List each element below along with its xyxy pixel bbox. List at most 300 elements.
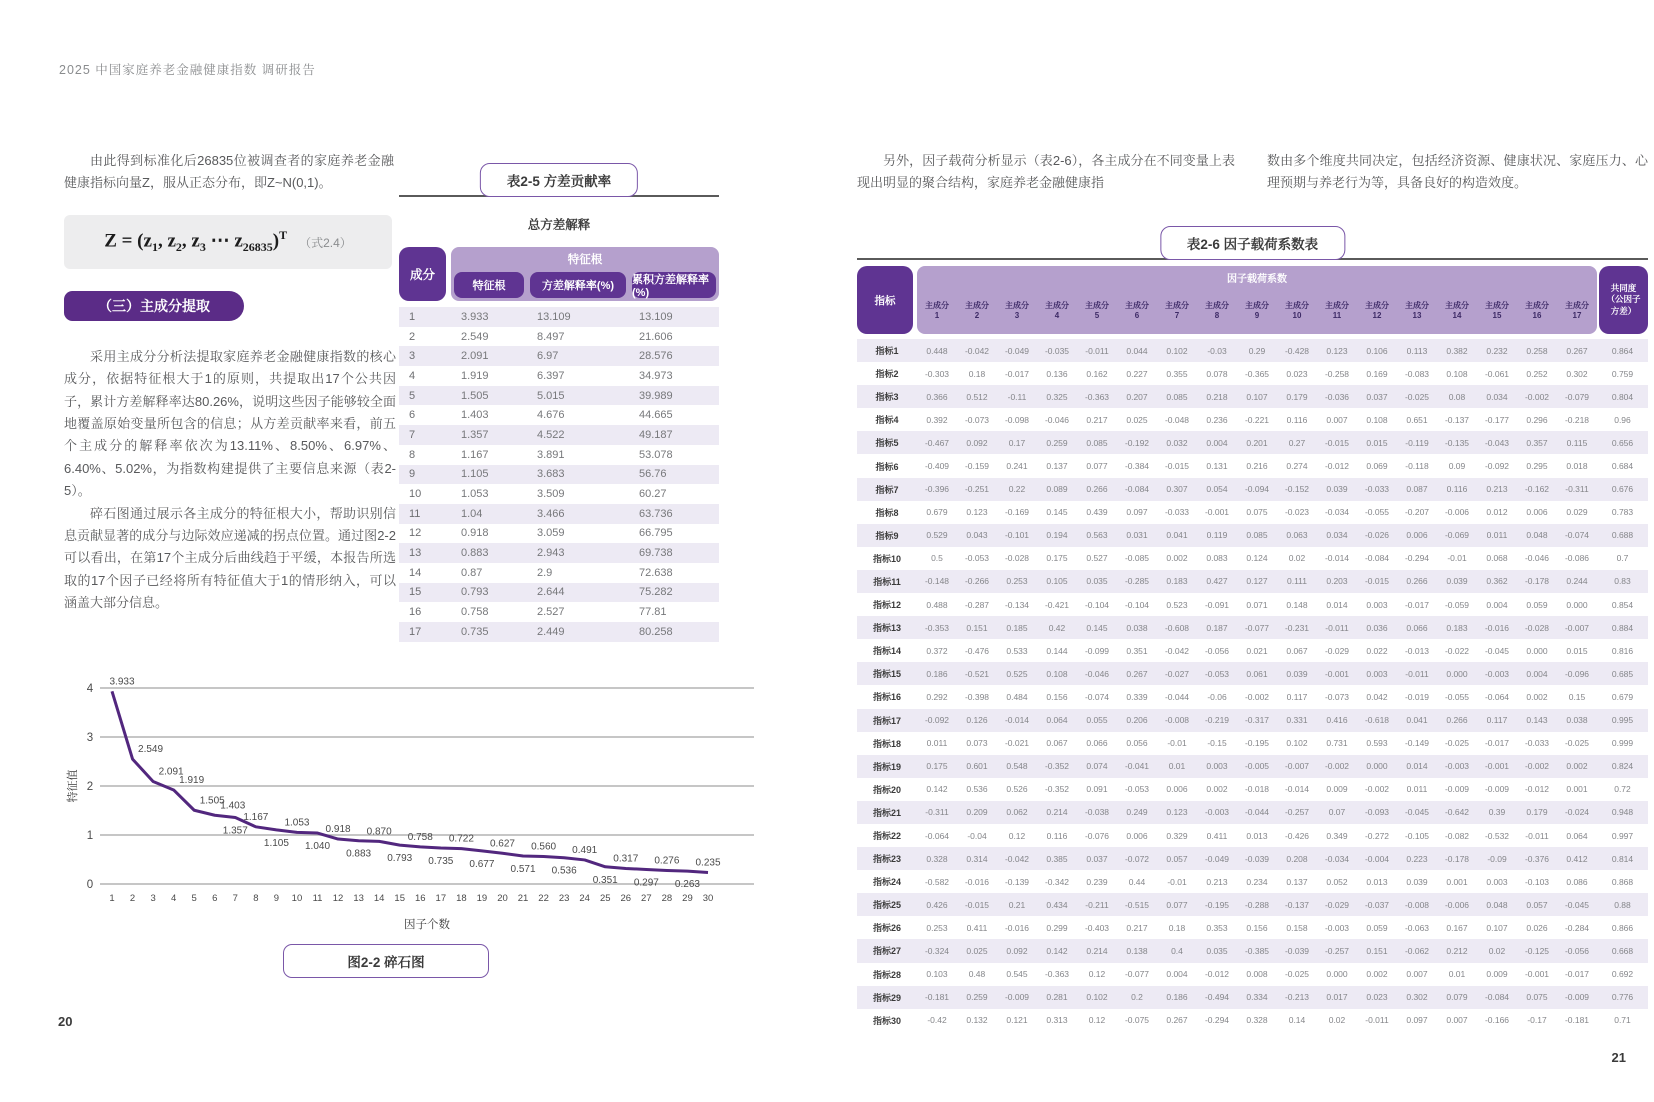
table-cell: 0.525 [1006, 668, 1028, 679]
x-tick-label: 22 [538, 893, 549, 904]
table-cell: 0.142 [1046, 945, 1068, 956]
table-cell: 1.357 [461, 428, 489, 441]
row-label: 指标10 [872, 553, 901, 564]
table-cell: 0.007 [1326, 414, 1348, 425]
table-cell: -0.017 [1404, 599, 1430, 610]
table-cell: 0.108 [1366, 414, 1388, 425]
table-cell: -0.119 [1405, 437, 1429, 448]
table-cell: 0.214 [1086, 945, 1108, 956]
table-2-5-body [399, 307, 719, 642]
table-cell: 0.434 [1046, 899, 1068, 910]
table-cell: -0.467 [924, 437, 950, 448]
table-cell: -0.037 [1364, 899, 1390, 910]
table-cell: -0.476 [964, 645, 990, 656]
x-tick-label: 8 [253, 893, 259, 904]
table-row [857, 454, 1648, 477]
table-cell: 0.328 [1246, 1015, 1268, 1026]
table-cell: -0.363 [1044, 969, 1070, 980]
table-row [857, 824, 1648, 847]
table-cell: 0.151 [1366, 945, 1388, 956]
table-2-5 [399, 163, 719, 642]
y-tick-label: 0 [86, 879, 94, 891]
table-row [857, 916, 1648, 939]
table-cell: 0.011 [926, 738, 948, 749]
table-cell: -0.073 [964, 414, 990, 425]
table-row [857, 570, 1648, 593]
table-cell: 0.074 [1086, 761, 1108, 772]
table-cell: 0.12 [1088, 969, 1106, 980]
table-cell: 0.029 [1566, 507, 1588, 518]
table-cell: 0.213 [1486, 484, 1508, 495]
table-cell: 0.27 [1288, 437, 1306, 448]
table-cell: -0.082 [1444, 830, 1470, 841]
running-header: 2025 中国家庭养老金融健康指数 调研报告 [59, 63, 316, 77]
table-cell: 0.018 [1566, 461, 1588, 472]
table-cell: -0.085 [1124, 553, 1150, 564]
table-cell: 0.116 [1286, 414, 1308, 425]
table-cell: 0.156 [1246, 922, 1268, 933]
table-cell: -0.033 [1164, 507, 1190, 518]
row-label: 指标25 [872, 900, 901, 911]
table-cell: 0.044 [1126, 345, 1148, 356]
table-cell: 0.136 [1046, 368, 1068, 379]
table-cell: 0.241 [1006, 461, 1028, 472]
table-cell: 8 [409, 448, 416, 461]
table-cell: 0.011 [1486, 530, 1508, 541]
table-cell: 0.059 [1526, 599, 1548, 610]
table-cell: 0.351 [1126, 645, 1148, 656]
table-row [857, 732, 1648, 755]
table-cell: 0.071 [1246, 599, 1268, 610]
table-cell: -0.035 [1044, 345, 1070, 356]
table-cell: -0.034 [1324, 507, 1350, 518]
x-tick-label: 3 [150, 893, 156, 904]
row-label: 指标7 [875, 484, 899, 495]
table-row [857, 986, 1648, 1009]
table-row [399, 484, 719, 504]
x-tick-label: 18 [456, 893, 467, 904]
table-cell: -0.045 [1564, 899, 1590, 910]
column-header-component-4: 主成分4 [1045, 301, 1069, 320]
table-cell: -0.017 [1004, 368, 1030, 379]
table-cell: -0.014 [1004, 715, 1030, 726]
table-cell: -0.294 [1204, 1015, 1230, 1026]
table-cell: 1.04 [461, 507, 483, 520]
table-cell: 63.736 [639, 507, 673, 520]
table-cell: 0.003 [1366, 668, 1388, 679]
table-cell: 0.041 [1166, 530, 1188, 541]
table-cell: 0.266 [1446, 715, 1468, 726]
table-cell: -0.218 [1564, 414, 1590, 425]
table-cell: -0.137 [1284, 899, 1310, 910]
row-label: 指标17 [872, 715, 901, 726]
table-cell: -0.426 [1284, 830, 1310, 841]
table-cell: 0.392 [926, 414, 948, 425]
table-cell: 2.549 [461, 330, 489, 343]
right-column-2 [1267, 150, 1648, 195]
point-value-label: 0.276 [654, 855, 680, 867]
point-value-label: 2.091 [158, 766, 184, 778]
table-cell: -0.342 [1044, 876, 1070, 887]
table-2-6-title: 表2-6 因子载荷系数表 [1160, 226, 1345, 260]
table-cell: 0.011 [1406, 784, 1428, 795]
table-cell: -0.01 [1167, 738, 1187, 749]
table-cell: 0.158 [1286, 922, 1308, 933]
table-cell: 0.593 [1366, 738, 1388, 749]
column-header-component-17: 主成分17 [1565, 301, 1589, 320]
table-cell: 0.013 [1246, 830, 1268, 841]
table-2-5-subtitle: 总方差解释 [527, 218, 591, 232]
row-label: 指标15 [872, 669, 901, 680]
table-cell: 0.015 [1366, 437, 1388, 448]
table-row [857, 431, 1648, 454]
table-cell: 0.232 [1486, 345, 1508, 356]
table-cell: 0.092 [1006, 945, 1028, 956]
table-cell: 0.854 [1611, 599, 1634, 610]
row-label: 指标29 [872, 992, 901, 1003]
table-cell: -0.044 [1244, 807, 1270, 818]
table-cell: 0.143 [1526, 715, 1548, 726]
column-header-variance-explained: 方差解释率(%) [530, 272, 626, 298]
table-cell: 6.97 [537, 350, 559, 363]
table-cell: -0.01 [1447, 553, 1467, 564]
table-cell: 0.123 [1326, 345, 1348, 356]
table-cell: 0.735 [461, 625, 489, 638]
table-cell: 0.003 [1366, 599, 1388, 610]
table-cell: 0.123 [966, 507, 988, 518]
table-cell: -0.013 [1404, 645, 1430, 656]
row-label: 指标12 [872, 600, 901, 611]
table-cell: -0.09 [1487, 853, 1507, 864]
column-header-component-8: 主成分8 [1205, 301, 1229, 320]
table-cell: 0.201 [1246, 437, 1268, 448]
formula-segment: 2 [175, 240, 182, 255]
table-cell: 0.42 [1048, 622, 1066, 633]
table-2-6-title-area [857, 226, 1648, 262]
table-cell: 0.253 [926, 922, 948, 933]
table-cell: 0.267 [1126, 668, 1148, 679]
table-cell: 0.685 [1611, 668, 1634, 679]
x-tick-label: 1 [109, 893, 115, 904]
table-cell: -0.195 [1204, 899, 1230, 910]
table-cell: -0.074 [1084, 691, 1110, 702]
table-row [857, 755, 1648, 778]
table-cell: -0.016 [1484, 622, 1510, 633]
table-cell: -0.096 [1564, 668, 1590, 679]
table-cell: 0.107 [1246, 391, 1268, 402]
table-cell: 0.115 [1566, 437, 1588, 448]
table-cell: 0.21 [1008, 899, 1026, 910]
table-cell: -0.103 [1524, 876, 1550, 887]
table-cell: 0.017 [1326, 992, 1348, 1003]
table-cell: -0.025 [1404, 391, 1430, 402]
table-cell: 0.39 [1488, 807, 1506, 818]
table-cell: 5 [409, 389, 416, 402]
table-cell: -0.029 [1324, 899, 1350, 910]
table-cell: 0.08 [1448, 391, 1466, 402]
table-cell: 0.015 [1566, 645, 1588, 656]
table-cell: 0.382 [1446, 345, 1468, 356]
table-cell: -0.317 [1244, 715, 1270, 726]
table-cell: 0.054 [1206, 484, 1228, 495]
table-cell: 0.009 [1326, 784, 1348, 795]
row-label: 指标21 [872, 807, 901, 818]
table-cell: 0.29 [1248, 345, 1266, 356]
table-cell: -0.251 [964, 484, 990, 495]
column-header-component-10: 主成分10 [1285, 301, 1309, 320]
table-cell: 3.891 [537, 448, 565, 461]
table-row [857, 478, 1648, 501]
column-header-component-9: 主成分9 [1245, 301, 1269, 320]
table-cell: -0.384 [1124, 461, 1150, 472]
table-cell: -0.038 [1084, 807, 1110, 818]
table-2-6-body [857, 339, 1648, 1032]
table-cell: 2.449 [537, 625, 565, 638]
table-cell: -0.084 [1124, 484, 1150, 495]
table-cell: 0.175 [926, 761, 948, 772]
point-value-label: 0.870 [366, 826, 392, 838]
table-2-5-header [399, 247, 719, 301]
table-cell: 0.048 [1486, 899, 1508, 910]
table-cell: -0.231 [1284, 622, 1310, 633]
table-cell: 0.075 [1526, 992, 1548, 1003]
table-cell: 0.545 [1006, 969, 1028, 980]
table-row [399, 465, 719, 485]
table-cell: -0.135 [1444, 437, 1470, 448]
table-cell: -0.063 [1404, 922, 1430, 933]
table-cell: -0.162 [1524, 484, 1550, 495]
x-tick-label: 5 [191, 893, 197, 904]
table-cell: 0.448 [926, 345, 948, 356]
table-cell: -0.045 [1404, 807, 1430, 818]
table-cell: 0.536 [966, 784, 988, 795]
table-cell: -0.084 [1484, 992, 1510, 1003]
table-cell: 0.002 [1366, 969, 1388, 980]
table-cell: 0.006 [1126, 830, 1148, 841]
table-cell: 0.71 [1614, 1015, 1631, 1026]
table-cell: 0.411 [966, 922, 988, 933]
table-row [857, 1009, 1648, 1032]
table-cell: 0.814 [1611, 853, 1634, 864]
table-cell: 8.497 [537, 330, 565, 343]
table-cell: -0.003 [1324, 922, 1350, 933]
table-cell: 0.106 [1366, 345, 1388, 356]
table-cell: -0.17 [1527, 1015, 1547, 1026]
row-label: 指标22 [872, 831, 901, 842]
table-cell: -0.012 [1324, 461, 1350, 472]
table-cell: 0.96 [1614, 414, 1631, 425]
x-tick-label: 23 [558, 893, 570, 904]
table-cell: 0.948 [1611, 807, 1634, 818]
table-cell: -0.385 [1244, 945, 1270, 956]
table-cell: -0.026 [1364, 530, 1390, 541]
table-cell: 0.223 [1406, 853, 1428, 864]
table-cell: -0.001 [1324, 668, 1350, 679]
table-cell: -0.284 [1564, 922, 1590, 933]
table-cell: 0.72 [1614, 784, 1631, 795]
column-header-component-16: 主成分16 [1525, 301, 1549, 320]
table-cell: 0.18 [968, 368, 986, 379]
table-cell: -0.376 [1524, 853, 1550, 864]
table-cell: 0.014 [1406, 761, 1428, 772]
table-cell: 0.067 [1046, 738, 1068, 749]
table-row [857, 524, 1648, 547]
table-cell: 0.783 [1611, 507, 1634, 518]
table-cell: -0.024 [1564, 807, 1590, 818]
table-cell: 0.02 [1328, 1015, 1346, 1026]
table-cell: -0.363 [1084, 391, 1110, 402]
table-cell: -0.042 [1004, 853, 1030, 864]
table-cell: 0.137 [1286, 876, 1308, 887]
table-cell: -0.014 [1324, 553, 1350, 564]
table-cell: -0.009 [1444, 784, 1470, 795]
table-cell: 0.179 [1526, 807, 1548, 818]
table-cell: 0.2 [1131, 992, 1143, 1003]
table-cell: 13 [409, 547, 422, 560]
table-2-5-title: 表2-5 方差贡献率 [480, 163, 638, 197]
x-tick-label: 14 [373, 893, 385, 904]
table-cell: -0.04 [967, 830, 987, 841]
point-value-label: 0.758 [407, 831, 433, 843]
table-cell: 0.004 [1526, 668, 1548, 679]
x-axis-title: 因子个数 [404, 919, 450, 931]
table-cell: -0.152 [1284, 484, 1310, 495]
table-cell: 0.999 [1611, 738, 1634, 749]
table-cell: 0.038 [1126, 622, 1148, 633]
table-cell: 0.077 [1086, 461, 1108, 472]
table-cell: 0.042 [1366, 691, 1388, 702]
table-cell: -0.001 [1204, 507, 1230, 518]
table-cell: -0.01 [1167, 876, 1187, 887]
table-row [857, 362, 1648, 385]
table-cell: -0.001 [1524, 969, 1550, 980]
table-cell: 0.034 [1486, 391, 1508, 402]
x-tick-label: 6 [212, 893, 218, 904]
table-cell: 39.989 [639, 389, 673, 402]
table-cell: 0.339 [1126, 691, 1148, 702]
table-cell: -0.211 [1085, 899, 1109, 910]
table-row [399, 504, 719, 524]
table-cell: -0.059 [1444, 599, 1470, 610]
table-cell: -0.056 [1204, 645, 1230, 656]
table-cell: 0.355 [1166, 368, 1188, 379]
table-cell: 0.085 [1246, 530, 1268, 541]
y-tick-label: 1 [86, 830, 94, 842]
intro-text: 由此得到标准化后26835位被调查者的家庭养老金融健康指标向量Z，服从正态分布，即Z~N(0,1)。 [64, 153, 394, 191]
table-cell: 0.349 [1326, 830, 1348, 841]
table-cell: 0.12 [1008, 830, 1026, 841]
row-label: 指标13 [872, 623, 901, 634]
table-cell: 0.259 [1046, 437, 1068, 448]
table-cell: -0.046 [1084, 668, 1110, 679]
table-cell: 0.012 [1486, 507, 1508, 518]
x-tick-label: 11 [312, 893, 323, 904]
table-cell: -0.022 [1444, 645, 1470, 656]
table-cell: -0.077 [1244, 622, 1270, 633]
table-cell: 0.002 [1526, 691, 1548, 702]
x-tick-label: 25 [599, 893, 611, 904]
table-cell: -0.098 [1004, 414, 1030, 425]
table-cell: -0.139 [1004, 876, 1030, 887]
table-cell: 0.4 [1171, 945, 1183, 956]
column-header-component-14: 主成分14 [1445, 301, 1469, 320]
table-cell: 77.81 [639, 606, 667, 619]
table-cell: 0.266 [1406, 576, 1428, 587]
table-cell: 0.563 [1086, 530, 1108, 541]
table-cell: 0.426 [926, 899, 948, 910]
table-cell: 0.267 [1566, 345, 1588, 356]
table-cell: 0.036 [1366, 622, 1388, 633]
table-cell: 4.522 [537, 428, 565, 441]
table-cell: 0.000 [1526, 645, 1548, 656]
table-cell: -0.045 [1484, 645, 1510, 656]
table-cell: 0.111 [1286, 576, 1307, 587]
table-cell: 0.102 [1086, 992, 1108, 1003]
point-value-label: 0.627 [489, 838, 515, 850]
table-cell: -0.021 [1004, 738, 1030, 749]
table-cell: -0.019 [1404, 691, 1430, 702]
table-cell: -0.091 [1204, 599, 1230, 610]
table-cell: 0.121 [1006, 1015, 1028, 1026]
table-row [857, 893, 1648, 916]
table-cell: 0.056 [1126, 738, 1148, 749]
point-value-label: 0.571 [510, 864, 536, 876]
table-cell: 6 [409, 409, 416, 422]
table-cell: -0.159 [964, 461, 990, 472]
table-cell: 0.868 [1611, 876, 1634, 887]
table-cell: -0.181 [1564, 1015, 1590, 1026]
table-cell: 0.824 [1611, 761, 1634, 772]
table-cell: 0.266 [1086, 484, 1108, 495]
y-axis-title: 特征值 [67, 769, 79, 803]
table-cell: 0.066 [1406, 622, 1428, 633]
column-header-component-2: 主成分2 [965, 301, 989, 320]
paragraph-2: 碎石图通过展示各主成分的特征根大小，帮助识别信息贡献显著的成分与边际效应递减的拐点位置。通过图2-2可以看出，在第17个主成分后曲线趋于平缓，本报告所选取的17个因子已经将所有特征值大于1的情形纳入，可以涵盖大部分信息。 [64, 505, 396, 610]
table-cell: -0.084 [1364, 553, 1390, 564]
x-tick-label: 26 [620, 893, 632, 904]
table-cell: -0.11 [1007, 391, 1027, 402]
table-cell: 13.109 [537, 310, 571, 323]
table-cell: -0.015 [964, 899, 990, 910]
table-cell: 0.328 [926, 853, 948, 864]
table-cell: 0.003 [1206, 761, 1228, 772]
column-header-communality: 共同度（公因子方差） [1599, 266, 1648, 334]
column-header-component-1: 主成分1 [925, 301, 949, 320]
table-cell: 0.997 [1611, 830, 1634, 841]
table-cell: -0.016 [1004, 922, 1030, 933]
table-cell: 0.031 [1126, 530, 1148, 541]
row-label: 指标24 [872, 877, 901, 888]
table-cell: 0.039 [1446, 576, 1468, 587]
table-cell: 0.006 [1526, 507, 1548, 518]
table-cell: -0.398 [964, 691, 990, 702]
table-cell: 0.142 [926, 784, 948, 795]
table-cell: 0.44 [1128, 876, 1146, 887]
table-cell: -0.272 [1364, 830, 1390, 841]
table-cell: 0.117 [1286, 691, 1308, 702]
table-cell: -0.006 [1444, 899, 1470, 910]
table-cell: 0.013 [1366, 876, 1388, 887]
table-cell: -0.033 [1364, 484, 1390, 495]
table-cell: 0.126 [966, 715, 988, 726]
formula-segment: , z [181, 230, 200, 252]
table-cell: 0.057 [1166, 853, 1188, 864]
table-cell: 0.183 [1446, 622, 1468, 633]
table-cell: 0.816 [1611, 645, 1634, 656]
right-paragraph-col1: 另外，因子载荷分析显示（表2-6），各主成分在不同变量上表现出明显的聚合结构，家庭养老金融健康指 [857, 153, 1235, 191]
table-cell: -0.06 [1207, 691, 1227, 702]
column-header-component: 成分 [399, 247, 446, 301]
